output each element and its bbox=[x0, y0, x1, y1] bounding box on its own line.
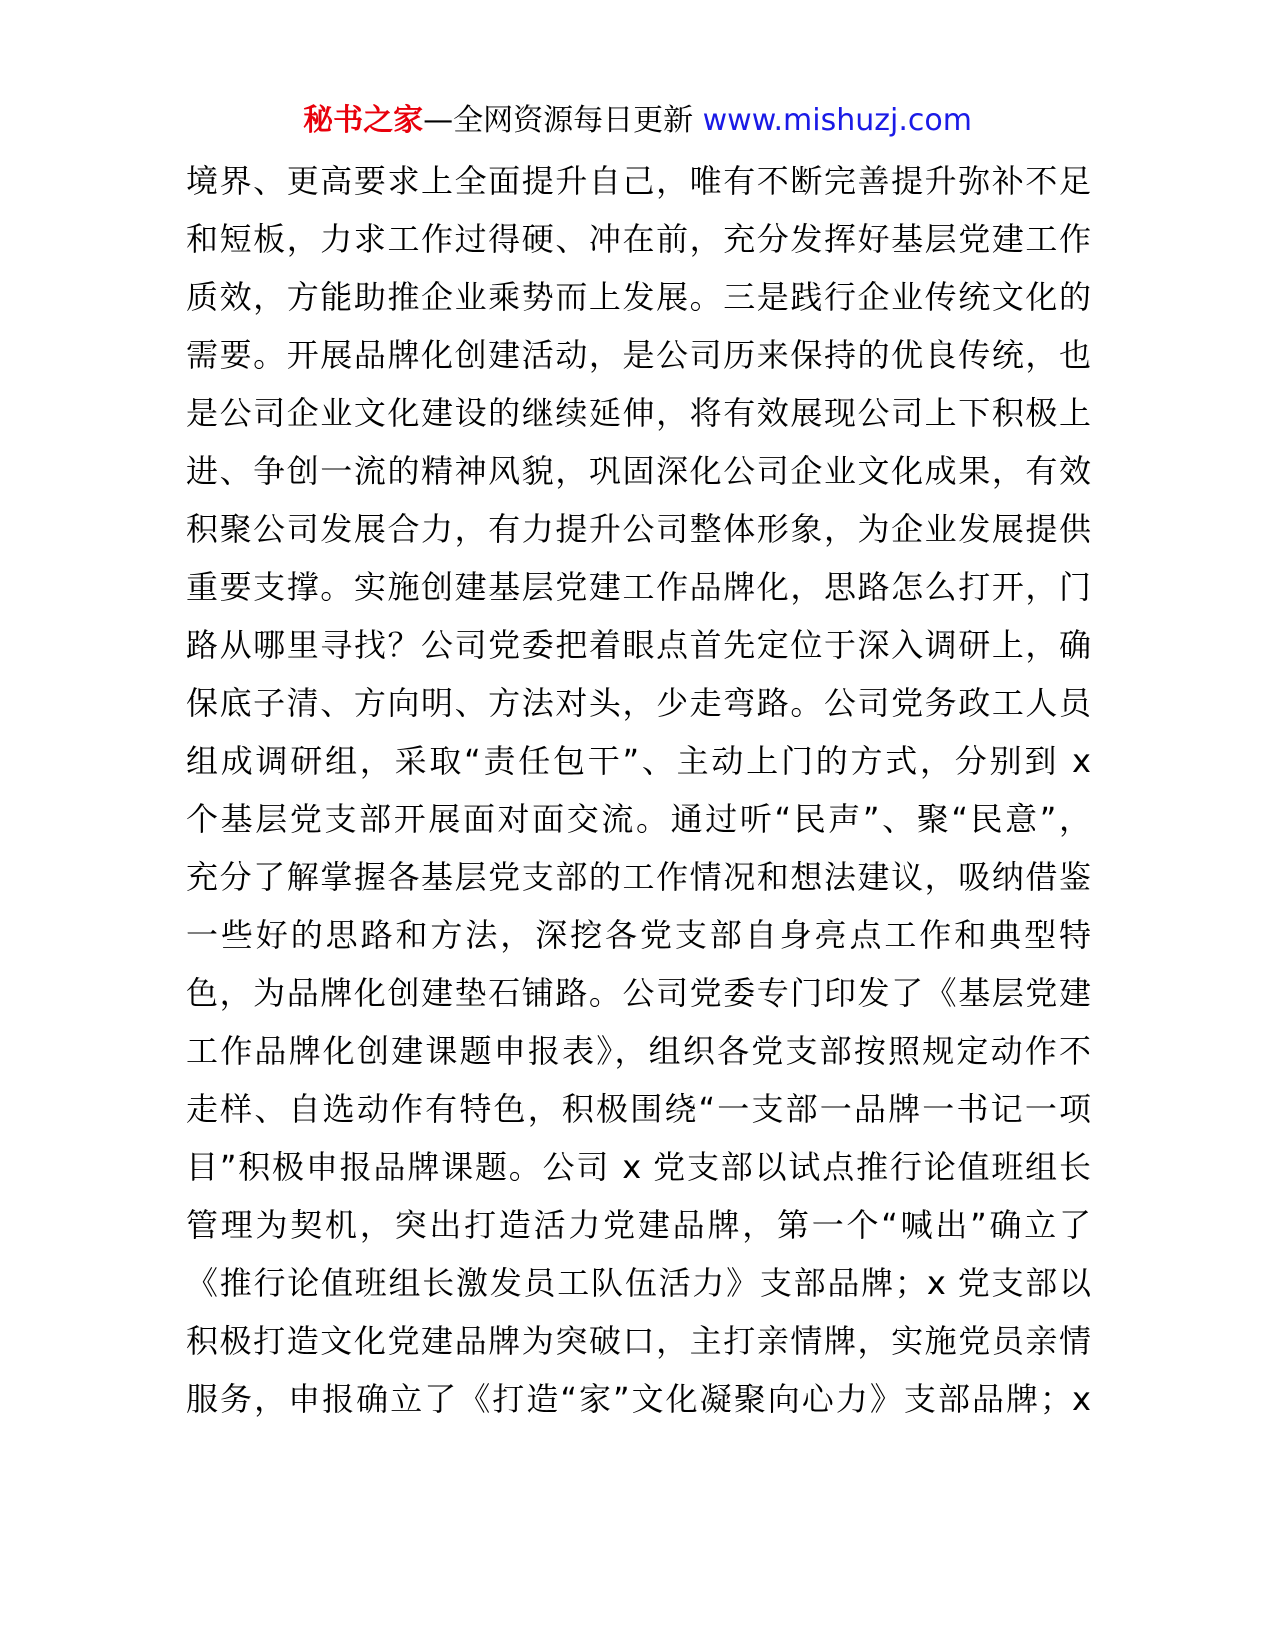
body-line: 目”积极申报品牌课题。公司 x 党支部以试点推行论值班组长 bbox=[186, 1148, 1091, 1186]
body-line: 色，为品牌化创建垫石铺路。公司党委专门印发了《基层党建 bbox=[186, 974, 1091, 1012]
body-line: 是公司企业文化建设的继续延伸，将有效展现公司上下积极上 bbox=[186, 394, 1091, 432]
body-line: 进、争创一流的精神风貌，巩固深化公司企业文化成果，有效 bbox=[186, 452, 1091, 490]
page-header bbox=[0, 100, 1275, 142]
body-line: 境界、更高要求上全面提升自己，唯有不断完善提升弥补不足 bbox=[186, 162, 1091, 200]
site-tagline: —全网资源每日更新 bbox=[423, 103, 703, 138]
body-line: 保底子清、方向明、方法对头，少走弯路。公司党务政工人员 bbox=[186, 684, 1091, 722]
document-body bbox=[186, 152, 1091, 1428]
body-line: 积极打造文化党建品牌为突破口，主打亲情牌，实施党员亲情 bbox=[186, 1322, 1091, 1360]
body-line: 和短板，力求工作过得硬、冲在前，充分发挥好基层党建工作 bbox=[186, 220, 1091, 258]
body-line: 管理为契机，突出打造活力党建品牌，第一个“喊出”确立了 bbox=[186, 1206, 1091, 1244]
body-line: 工作品牌化创建课题申报表》，组织各党支部按照规定动作不 bbox=[186, 1032, 1091, 1070]
body-line: 一些好的思路和方法，深挖各党支部自身亮点工作和典型特 bbox=[186, 916, 1091, 954]
body-line: 服务，申报确立了《打造“家”文化凝聚向心力》支部品牌；x bbox=[186, 1380, 1091, 1418]
body-line: 充分了解掌握各基层党支部的工作情况和想法建议，吸纳借鉴 bbox=[186, 858, 1091, 896]
body-line: 《推行论值班组长激发员工队伍活力》支部品牌；x 党支部以 bbox=[186, 1264, 1091, 1302]
body-line: 组成调研组，采取“责任包干”、主动上门的方式，分别到 x bbox=[186, 742, 1091, 780]
body-line: 积聚公司发展合力，有力提升公司整体形象，为企业发展提供 bbox=[186, 510, 1091, 548]
body-line: 质效，方能助推企业乘势而上发展。三是践行企业传统文化的 bbox=[186, 278, 1091, 316]
body-line: 路从哪里寻找？公司党委把着眼点首先定位于深入调研上，确 bbox=[186, 626, 1091, 664]
body-line: 个基层党支部开展面对面交流。通过听“民声”、聚“民意”， bbox=[186, 800, 1091, 838]
body-line: 走样、自选动作有特色，积极围绕“一支部一品牌一书记一项 bbox=[186, 1090, 1091, 1128]
site-url-link[interactable]: www.mishuzj.com bbox=[702, 103, 972, 138]
body-line: 需要。开展品牌化创建活动，是公司历来保持的优良传统，也 bbox=[186, 336, 1091, 374]
site-brand-name: 秘书之家 bbox=[303, 103, 424, 138]
body-line: 重要支撑。实施创建基层党建工作品牌化，思路怎么打开，门 bbox=[186, 568, 1091, 606]
